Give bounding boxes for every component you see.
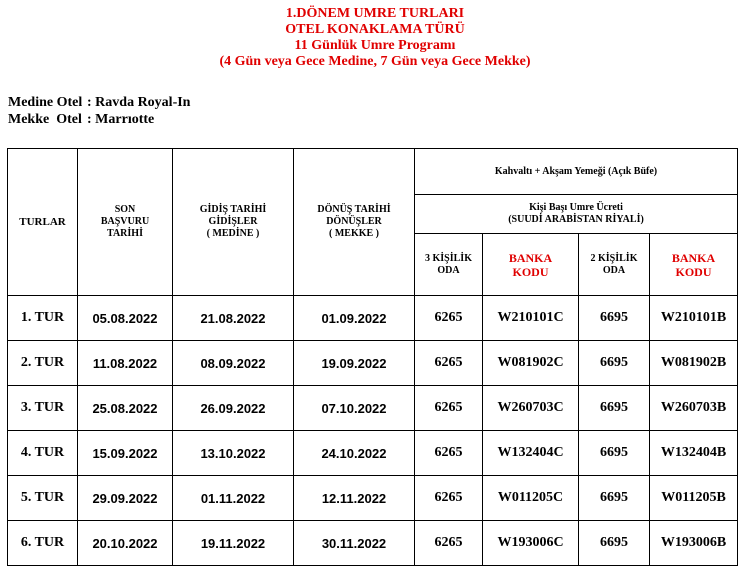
table-row <box>8 296 738 341</box>
col-header-son-basvuru: SON BAŞVURU TARİHİ <box>78 149 173 296</box>
hotel-row-medine <box>8 94 190 111</box>
cell-price-3-kisilik: 6265 <box>415 296 483 341</box>
cell-price-3-kisilik: 6265 <box>415 521 483 566</box>
header-title: 1.DÖNEM UMRE TURLARI <box>285 6 465 21</box>
cell-donus-tarihi: 01.09.2022 <box>294 296 415 341</box>
cell-gidis-tarihi: 13.10.2022 <box>173 431 294 476</box>
cell-banka-kodu-2: W081902B <box>650 341 738 386</box>
cell-tur: 1. TUR <box>8 296 78 341</box>
col-header-2-kisilik: 2 KİŞİLİK ODA <box>579 234 650 296</box>
cell-banka-kodu-3: W011205C <box>483 476 579 521</box>
cell-banka-kodu-2: W193006B <box>650 521 738 566</box>
header-program: 11 Günlük Umre Programı <box>294 38 456 53</box>
cell-gidis-tarihi: 19.11.2022 <box>173 521 294 566</box>
cell-tur: 3. TUR <box>8 386 78 431</box>
cell-price-2-kisilik: 6695 <box>579 386 650 431</box>
cell-gidis-tarihi: 26.09.2022 <box>173 386 294 431</box>
cell-banka-kodu-2: W011205B <box>650 476 738 521</box>
table-row <box>8 431 738 476</box>
cell-banka-kodu-2: W132404B <box>650 431 738 476</box>
cell-tur: 4. TUR <box>8 431 78 476</box>
cell-banka-kodu-2: W210101B <box>650 296 738 341</box>
cell-son-basvuru: 29.09.2022 <box>78 476 173 521</box>
cell-son-basvuru: 20.10.2022 <box>78 521 173 566</box>
cell-tur: 6. TUR <box>8 521 78 566</box>
cell-price-2-kisilik: 6695 <box>579 521 650 566</box>
table-row <box>8 341 738 386</box>
col-header-banka-kodu-2: BANKA KODU <box>650 234 738 296</box>
header-duration: (4 Gün veya Gece Medine, 7 Gün veya Gece Mekke) <box>219 54 531 69</box>
cell-price-2-kisilik: 6695 <box>579 476 650 521</box>
col-header-gidis: GİDİŞ TARİHİ GİDİŞLER ( MEDİNE ) <box>173 149 294 296</box>
table-row <box>8 521 738 566</box>
cell-banka-kodu-3: W210101C <box>483 296 579 341</box>
cell-gidis-tarihi: 08.09.2022 <box>173 341 294 386</box>
cell-tur: 2. TUR <box>8 341 78 386</box>
cell-price-3-kisilik: 6265 <box>415 341 483 386</box>
cell-gidis-tarihi: 01.11.2022 <box>173 476 294 521</box>
cell-price-3-kisilik: 6265 <box>415 476 483 521</box>
cell-price-2-kisilik: 6695 <box>579 296 650 341</box>
col-header-3-kisilik: 3 KİŞİLİK ODA <box>415 234 483 296</box>
cell-son-basvuru: 11.08.2022 <box>78 341 173 386</box>
cell-banka-kodu-3: W193006C <box>483 521 579 566</box>
table-row <box>8 386 738 431</box>
cell-banka-kodu-3: W081902C <box>483 341 579 386</box>
cell-price-2-kisilik: 6695 <box>579 431 650 476</box>
cell-donus-tarihi: 30.11.2022 <box>294 521 415 566</box>
cell-price-3-kisilik: 6265 <box>415 386 483 431</box>
cell-price-2-kisilik: 6695 <box>579 341 650 386</box>
header-subtitle: OTEL KONAKLAMA TÜRÜ <box>285 22 465 37</box>
col-header-turlar: TURLAR <box>8 149 78 296</box>
document-header <box>0 6 750 70</box>
cell-tur: 5. TUR <box>8 476 78 521</box>
col-header-donus: DÖNÜŞ TARİHİ DÖNÜŞLER ( MEKKE ) <box>294 149 415 296</box>
hotel-label: Medine Otel <box>8 95 83 110</box>
hotel-label: Mekke Otel <box>8 112 82 127</box>
col-header-banka-kodu-3: BANKA KODU <box>483 234 579 296</box>
hotel-sep: : <box>87 112 92 127</box>
cell-donus-tarihi: 07.10.2022 <box>294 386 415 431</box>
hotel-sep: : <box>87 95 92 110</box>
cell-donus-tarihi: 12.11.2022 <box>294 476 415 521</box>
meal-header: Kahvaltı + Akşam Yemeği (Açık Büfe) <box>415 149 738 195</box>
hotel-value: Ravda Royal-In <box>95 95 191 110</box>
cell-gidis-tarihi: 21.08.2022 <box>173 296 294 341</box>
cell-son-basvuru: 25.08.2022 <box>78 386 173 431</box>
hotel-value: Marrıotte <box>95 112 155 127</box>
table-row <box>8 476 738 521</box>
cell-donus-tarihi: 19.09.2022 <box>294 341 415 386</box>
cell-son-basvuru: 15.09.2022 <box>78 431 173 476</box>
cell-banka-kodu-3: W132404C <box>483 431 579 476</box>
tour-table-body <box>8 296 738 566</box>
cell-banka-kodu-2: W260703B <box>650 386 738 431</box>
hotel-row-mekke <box>8 111 190 128</box>
tour-table <box>7 148 738 566</box>
cell-donus-tarihi: 24.10.2022 <box>294 431 415 476</box>
cell-price-3-kisilik: 6265 <box>415 431 483 476</box>
cell-banka-kodu-3: W260703C <box>483 386 579 431</box>
hotel-info <box>8 94 190 128</box>
price-header: Kişi Başı Umre Ücreti (SUUDİ ARABİSTAN RİYALİ) <box>415 195 738 234</box>
cell-son-basvuru: 05.08.2022 <box>78 296 173 341</box>
